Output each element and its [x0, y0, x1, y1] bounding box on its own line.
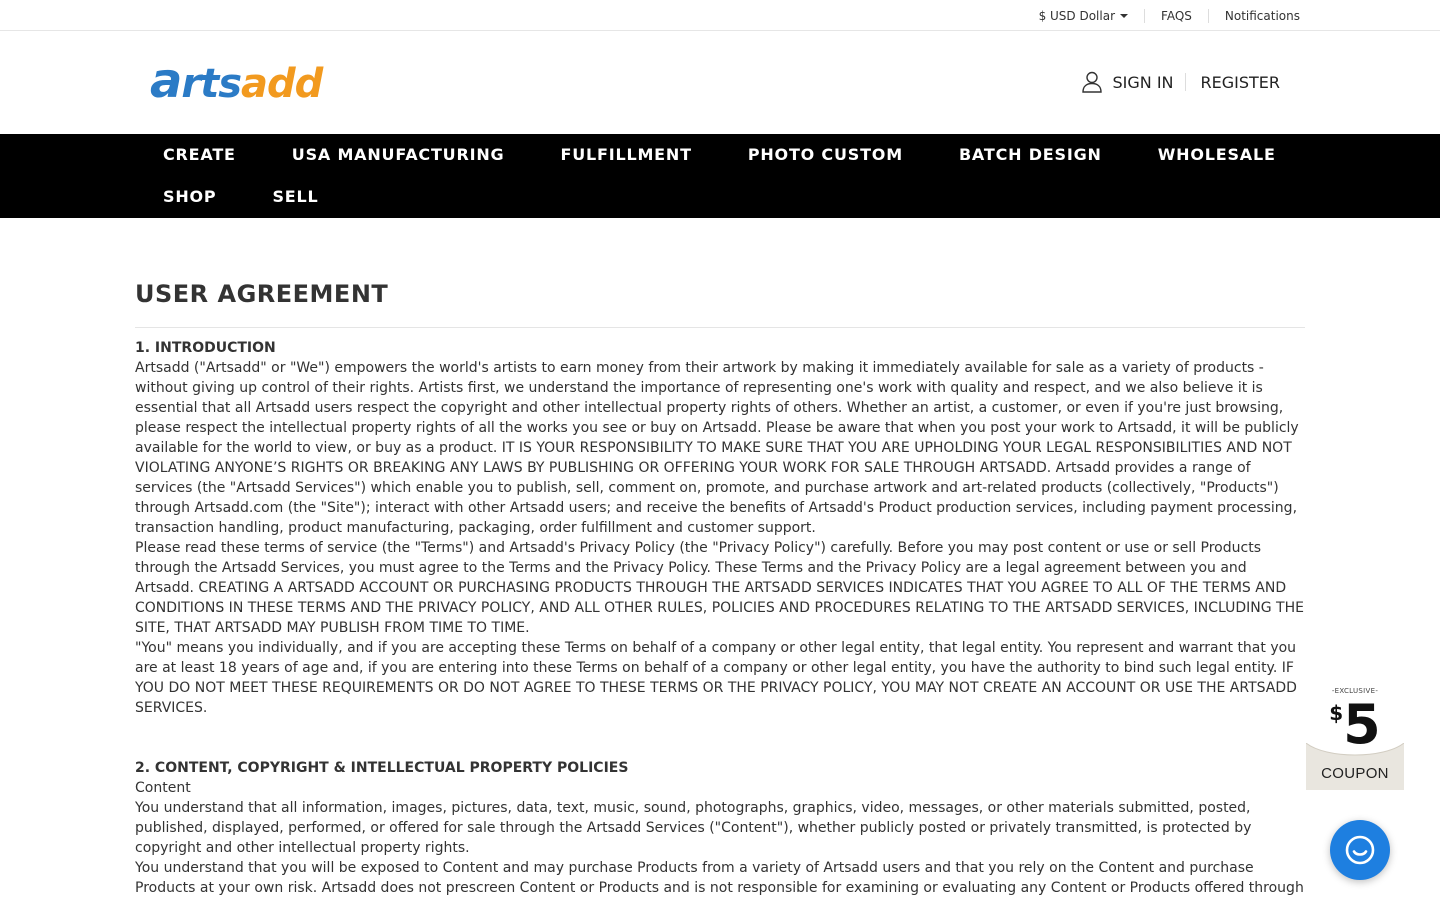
section-introduction [135, 338, 1305, 718]
section-paragraph: You understand that you will be exposed to Content and may purchase Products from a variety of Artsadd users and that you rely on the Content and purchase Products at your own risk. Artsadd does not prescreen Content or Products and is not responsible for examining or evaluating any Content or Products offered through [135, 860, 1304, 896]
nav-item-wholesale[interactable]: WHOLESALE [1157, 145, 1276, 164]
section-paragraph: "You" means you individually, and if you are accepting these Terms on behalf of a company or other legal entity, that legal entity. You represent and warrant that you are at least 18 years of age and, if you are entering into these Terms on behalf of a company or other legal entity, you have the authority to bind such legal entity. IF YOU DO NOT MEET THESE REQUIREMENTS OR DO NOT AGREE TO THESE TERMS OR THE PRIVACY POLICY, YOU MAY NOT CREATE AN ACCOUNT OR USE THE ARTSADD SERVICES. [135, 640, 1297, 716]
main-navigation [0, 134, 1440, 218]
auth-links [1082, 69, 1280, 95]
title-divider [135, 327, 1305, 328]
section-paragraph: Artsadd ("Artsadd" or "We") empowers the world's artists to earn money from their artwork by making it immediately available for sale as a variety of products - without giving up control of their rights. Artists first, we understand the importance of representing one's work with quality and respect, and we also believe it is essential that all Artsadd users respect the copyright and other intellectual property rights of others. Whether an artist, a customer, or even if you're just browsing, please respect the intellectual property rights of all the works you see or buy on Artsadd. Please be aware that when you post your work to Artsadd, it will be publicly available for the world to view, or buy as a product. IT IS YOUR RESPONSIBILITY TO MAKE SURE THAT YOU ARE UPHOLDING YOUR LEGAL RESPONSIBILITIES AND NOT VIOLATING ANYONE’S RIGHTS OR BREAKING ANY LAWS BY PUBLISHING OR OFFERING YOUR WORK FOR SALE THROUGH ARTSADD. Artsadd provides a range of services (the "Artsadd Services") which enable you to publish, sell, comment on, promote, and purchase artwork and art-related products (collectively, "Products") through Artsadd.com (the "Site"); interact with other Artsadd users; and receive the benefits of Artsadd's Product production services, including payment processing, transaction handling, product manufacturing, packaging, order fulfillment and customer support. [135, 360, 1299, 536]
nav-item-batch-design[interactable]: BATCH DESIGN [958, 145, 1102, 164]
agreement-content [135, 218, 1305, 898]
nav-item-usa-manufacturing[interactable]: USA MANUFACTURING [291, 145, 505, 164]
site-header [0, 31, 1440, 134]
faqs-link[interactable]: FAQS [1144, 9, 1208, 23]
logo-letters-add: add [241, 61, 323, 107]
coupon-amount [1306, 695, 1404, 755]
section-content-copyright [135, 758, 1305, 898]
user-icon [1082, 71, 1102, 93]
coupon-currency: $ [1329, 701, 1344, 725]
logo-letter-a: a [150, 53, 182, 109]
coupon-label: COUPON [1321, 765, 1389, 782]
nav-item-shop[interactable]: SHOP [163, 187, 217, 206]
caret-down-icon [1120, 14, 1128, 18]
logo-letters-rts: rts [181, 61, 242, 107]
nav-list [135, 134, 1305, 218]
section-paragraph: You understand that all information, images, pictures, data, text, music, sound, photographs, graphics, video, messages, or other materials submitted, posted, published, displayed, performed, or offered for sale through the Artsadd Services ("Content"), whether publicly posted or privately transmitted, is protected by copyright and other intellectual property rights. [135, 800, 1252, 856]
notifications-link[interactable]: Notifications [1208, 9, 1300, 23]
nav-item-create[interactable]: CREATE [163, 145, 236, 164]
top-utility-bar [0, 0, 1440, 31]
artsadd-logo[interactable] [150, 53, 323, 109]
sign-in-link[interactable]: SIGN IN [1112, 72, 1174, 92]
register-link[interactable]: REGISTER [1200, 72, 1280, 92]
nav-item-fulfillment[interactable]: FULFILLMENT [560, 145, 692, 164]
logo-wordmark [150, 53, 323, 109]
page-title: USER AGREEMENT [135, 280, 389, 308]
chat-icon [1344, 834, 1376, 866]
nav-item-sell[interactable]: SELL [272, 187, 319, 206]
section-subheading: Content [135, 780, 191, 796]
coupon-widget[interactable] [1306, 685, 1404, 790]
section-heading: 1. INTRODUCTION [135, 340, 276, 356]
top-utility-links [1023, 0, 1300, 31]
auth-divider [1185, 73, 1186, 91]
coupon-exclusive-label: -EXCLUSIVE- [1331, 687, 1379, 695]
section-paragraph: Please read these terms of service (the "Terms") and Artsadd's Privacy Policy (the "Privacy Policy") carefully. Before you may post content or use or sell Products through the Artsadd Services, you must agree to the Terms and the Privacy Policy. These Terms and the Privacy Policy are a legal agreement between you and Artsadd. CREATING A ARTSADD ACCOUNT OR PURCHASING PRODUCTS THROUGH THE ARTSADD SERVICES INDICATES THAT YOU AGREE TO ALL OF THE TERMS AND CONDITIONS IN THESE TERMS AND THE PRIVACY POLICY, AND ALL OTHER RULES, POLICIES AND PROCEDURES RELATING TO THE ARTSADD SERVICES, INCLUDING THE SITE, THAT ARTSADD MAY PUBLISH FROM TIME TO TIME. [135, 540, 1304, 636]
currency-label: $ USD Dollar [1038, 8, 1116, 23]
section-heading: 2. CONTENT, COPYRIGHT & INTELLECTUAL PROPERTY POLICIES [135, 760, 629, 776]
chat-button[interactable] [1330, 820, 1390, 880]
currency-selector[interactable] [1023, 9, 1144, 23]
coupon-value: 5 [1343, 693, 1381, 756]
nav-item-photo-custom[interactable]: PHOTO CUSTOM [747, 145, 903, 164]
